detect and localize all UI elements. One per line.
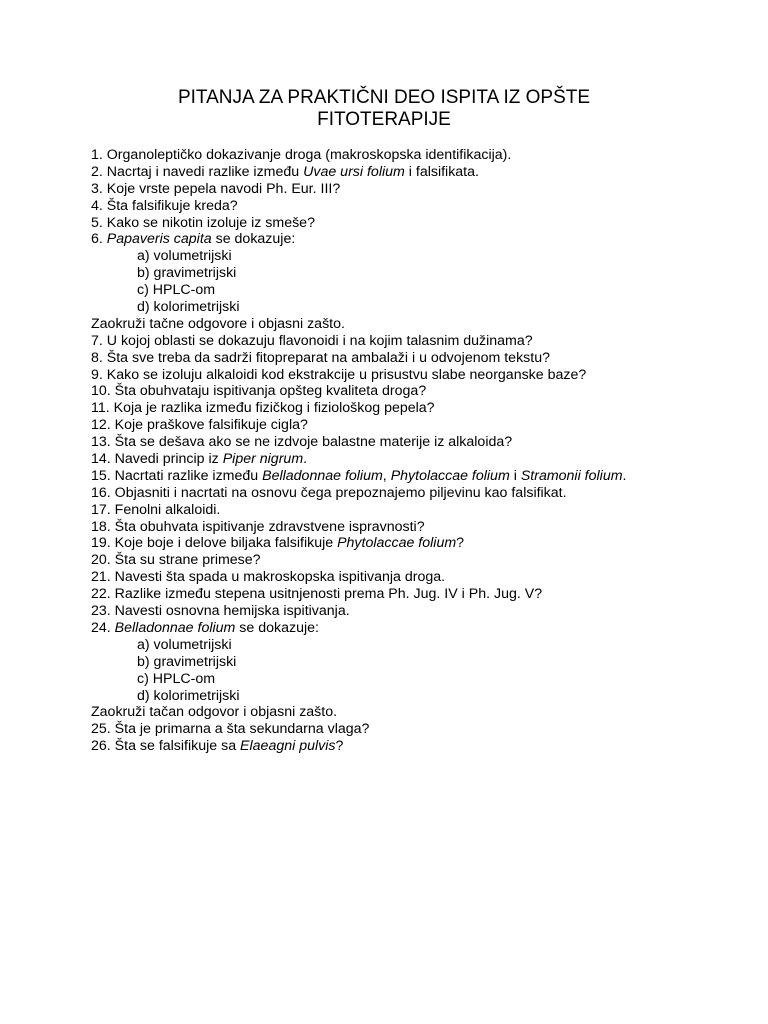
question-line [91, 383, 731, 400]
text-fragment: 16. Objasniti i nacrtati na osnovu čega prepoznajemo piljevinu kao falsifikat. [91, 484, 567, 501]
text-fragment: 15. Nacrtati razlike između [91, 467, 263, 484]
question-list [91, 147, 731, 755]
text-fragment: 12. Koje praškove falsifikuje cigla? [91, 417, 308, 434]
document-title [0, 87, 768, 131]
question-line [91, 367, 731, 384]
latin-name: Papaveris capita [106, 231, 212, 248]
answer-option [91, 299, 731, 316]
text-fragment: 18. Šta obuhvata ispitivanje zdravstvene ispravnosti? [91, 518, 425, 535]
text-fragment: 6. [91, 231, 107, 248]
question-line [91, 586, 731, 603]
text-fragment: 11. Koja je razlika između fizičkog i fiziološkog pepela? [91, 400, 435, 417]
text-fragment: 3. Koje vrste pepela navodi Ph. Eur. III? [91, 180, 341, 197]
text-fragment: 19. Koje boje i delove biljaka falsifikuje [91, 535, 338, 552]
question-line [91, 468, 731, 485]
question-line [91, 485, 731, 502]
text-fragment: 14. Navedi princip iz [91, 451, 223, 468]
question-line [91, 350, 731, 367]
answer-option [91, 654, 731, 671]
text-fragment: 8. Šta sve treba da sadrži fitopreparat na ambalaži i u odvojenom tekstu? [91, 349, 550, 366]
question-line [91, 333, 731, 350]
answer-option [91, 265, 731, 282]
question-line [91, 316, 731, 333]
latin-name: Piper nigrum [222, 451, 304, 468]
text-fragment: . [303, 451, 308, 468]
question-line [91, 164, 731, 181]
latin-name: Phytolaccae folium [337, 535, 457, 552]
question-line [91, 181, 731, 198]
answer-option [91, 637, 731, 654]
text-fragment: 17. Fenolni alkaloidi. [91, 501, 221, 518]
question-line [91, 552, 731, 569]
text-fragment: 23. Navesti osnovna hemijska ispitivanja. [91, 603, 350, 620]
text-fragment: 2. Nacrtaj i navedi razlike između [91, 163, 304, 180]
text-fragment: c) HPLC-om [137, 282, 216, 299]
latin-name: Uvae ursi folium [303, 163, 405, 180]
question-line [91, 417, 731, 434]
text-fragment: d) kolorimetrijski [137, 299, 240, 316]
text-fragment: i falsifikata. [404, 163, 479, 180]
text-fragment: b) gravimetrijski [137, 653, 237, 670]
latin-name: Stramonii folium [520, 467, 623, 484]
text-fragment: c) HPLC-om [137, 670, 216, 687]
text-fragment: Zaokruži tačne odgovore i objasni zašto. [91, 315, 345, 332]
question-line [91, 569, 731, 586]
text-fragment: 26. Šta se falsifikuje sa [91, 738, 241, 755]
text-fragment: d) kolorimetrijski [137, 687, 240, 704]
text-fragment: se dokazuje: [235, 619, 319, 636]
question-line [91, 434, 731, 451]
text-fragment: 24. [91, 619, 115, 636]
text-fragment: se dokazuje: [211, 231, 296, 248]
question-line [91, 535, 731, 552]
question-line [91, 215, 731, 232]
title-line-2: FITOTERAPIJE [317, 109, 451, 130]
text-fragment: 21. Navesti šta spada u makroskopska ispitivanja droga. [91, 569, 446, 586]
latin-name: Belladonnae folium [114, 619, 236, 636]
question-line [91, 502, 731, 519]
text-fragment: 13. Šta se dešava ako se ne izdvoje balastne materije iz alkaloida? [91, 434, 513, 451]
text-fragment: ? [456, 535, 465, 552]
answer-option [91, 282, 731, 299]
text-fragment: , [382, 467, 391, 484]
text-fragment: 7. U kojoj oblasti se dokazuju flavonoidi i na kojim talasnim dužinama? [91, 332, 533, 349]
question-line [91, 231, 731, 248]
text-fragment: 4. Šta falsifikuje kreda? [91, 197, 238, 214]
text-fragment: a) volumetrijski [137, 248, 232, 265]
text-fragment: Zaokruži tačan odgovor i objasni zašto. [91, 704, 338, 721]
question-line [91, 620, 731, 637]
answer-option [91, 688, 731, 705]
text-fragment: i [509, 467, 521, 484]
latin-name: Elaeagni pulvis [240, 738, 336, 755]
question-line [91, 704, 731, 721]
text-fragment: 5. Kako se nikotin izoluje iz smeše? [91, 214, 315, 231]
title-line-1: PITANJA ZA PRAKTIČNI DEO ISPITA IZ OPŠTE [177, 87, 591, 108]
latin-name: Phytolaccae folium [390, 467, 510, 484]
text-fragment: 1. Organoleptičko dokazivanje droga (makroskopska identifikacija). [91, 147, 512, 163]
question-line [91, 147, 731, 164]
text-fragment: b) gravimetrijski [137, 265, 237, 282]
question-line [91, 451, 731, 468]
question-line [91, 721, 731, 738]
text-fragment: 10. Šta obuhvataju ispitivanja opšteg kvaliteta droga? [91, 383, 427, 400]
text-fragment: a) volumetrijski [137, 636, 232, 653]
answer-option [91, 671, 731, 688]
question-line [91, 198, 731, 215]
text-fragment: 9. Kako se izoluju alkaloidi kod ekstrakcije u prisustvu slabe neorganske baze? [91, 366, 587, 383]
text-fragment: ? [335, 738, 344, 755]
text-fragment: 20. Šta su strane primese? [91, 552, 261, 569]
text-fragment: . [622, 467, 627, 484]
text-fragment: 22. Razlike između stepena usitnjenosti prema Ph. Jug. IV i Ph. Jug. V? [91, 586, 543, 603]
question-line [91, 738, 731, 755]
question-line [91, 603, 731, 620]
latin-name: Belladonnae folium [262, 467, 383, 484]
text-fragment: 25. Šta je primarna a šta sekundarna vlaga? [91, 721, 370, 738]
question-line [91, 519, 731, 536]
answer-option [91, 248, 731, 265]
question-line [91, 400, 731, 417]
